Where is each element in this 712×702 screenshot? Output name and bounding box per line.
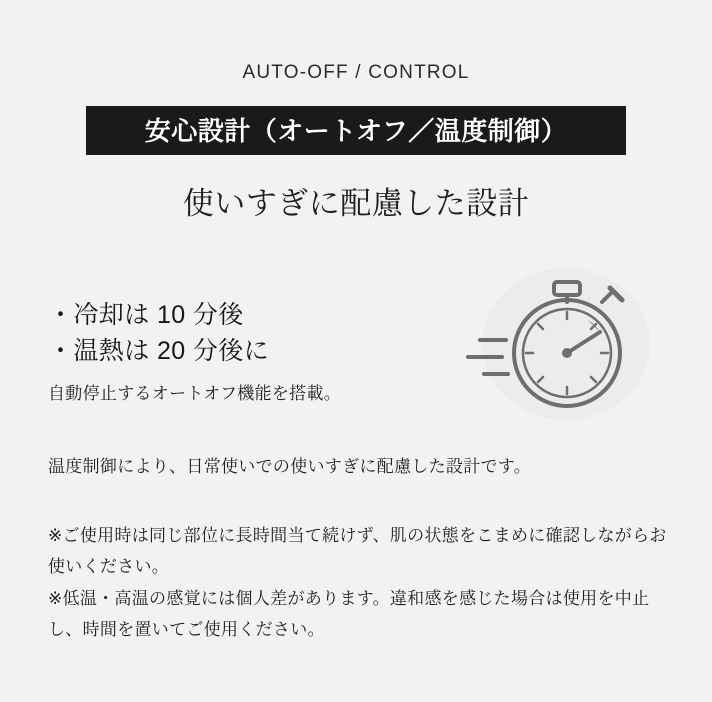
eyebrow-label: AUTO-OFF / CONTROL [242,62,470,83]
bullet-list [48,297,448,370]
notes-block [48,520,668,646]
banner-title: 安心設計（オートオフ／温度制御） [144,115,568,146]
list-item: ・温熱は 20 分後に [48,337,270,366]
list-item: ・冷却は 10 分後 [48,301,244,329]
bullet-subline: 自動停止するオートオフ機能を搭載。 [48,384,342,403]
page-title: 使いすぎに配慮した設計 [182,186,530,221]
control-paragraph: 温度制御により、日常使いでの使いすぎに配慮した設計です。 [48,457,532,476]
section-banner [86,106,626,155]
note-item: ※ご使用時は同じ部位に長時間当て続けず、肌の状態をこまめに確認しながらお使いください。 [48,526,667,577]
note-item: ※低温・高温の感覚には個人差があります。違和感を感じた場合は使用を中止し、時間を置いてご使用ください。 [48,588,650,640]
stopwatch-illustration [450,258,675,428]
stopwatch-icon [450,258,675,428]
